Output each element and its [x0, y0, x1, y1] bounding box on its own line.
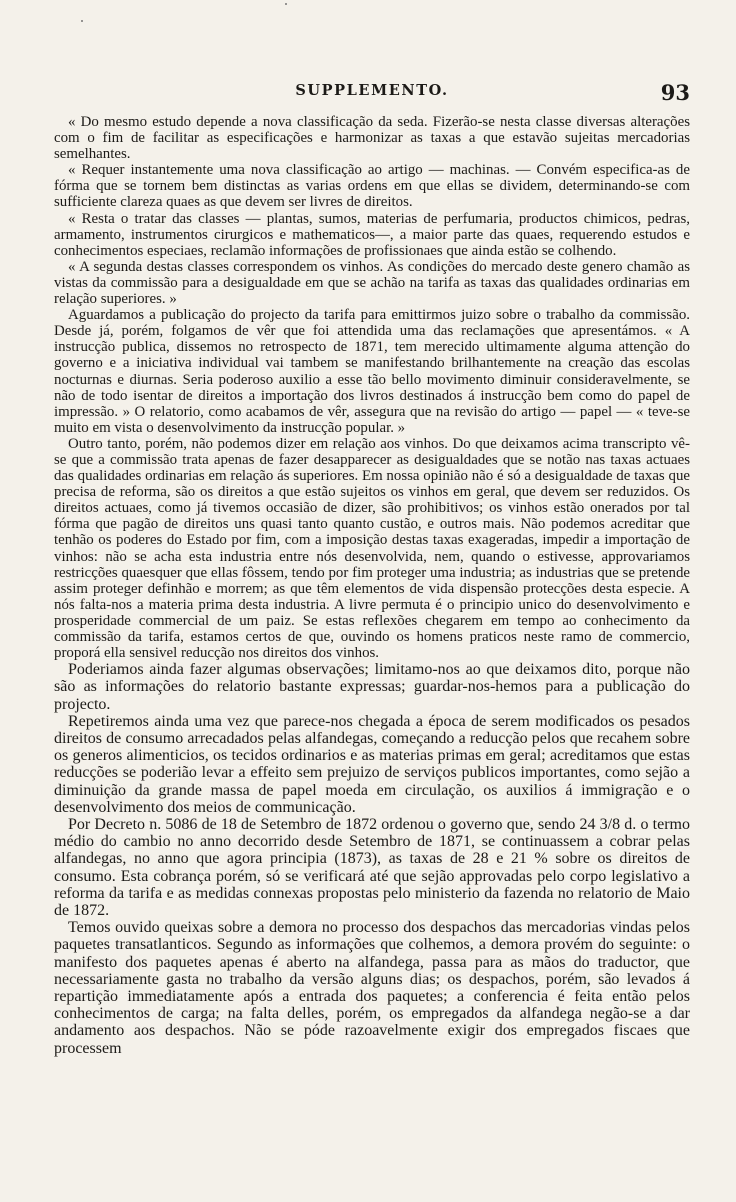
paragraph: Repetiremos ainda uma vez que parece-nos chegada a época de serem modificados os pesados direitos de consumo arrecadados pelas alfandegas, começando a reducção pelos que recahem sobre os generos alimenticios, os tecidos ordinarios e as materias primas em geral; acreditamos que estas reducções se poderião levar a effeito sem prejuizo de serviços publicos importantes, como sejão a diminuição da grande massa de papel moeda em circulação, os auxilios á immigração e o desenvolvimento dos meios de communicação.: [54, 712, 690, 816]
ink-speck: [285, 3, 287, 5]
paragraph: « Resta o tratar das classes — plantas, sumos, materias de perfumaria, productos chimicos, pedras, armamento, instrumentos cirurgicos e mathematicos—, a maior parte das quaes, requerendo estudos e conhecimentos especiaes, reclamão informações de profissionaes que ainda estão se colhendo.: [54, 210, 690, 259]
paragraph: Poderiamos ainda fazer algumas observações; limitamo-nos ao que deixamos dito, porque não são as informações do relatorio bastante expressas; guardar-nos-hemos para a publicação do projecto.: [54, 661, 690, 713]
paragraph: « Do mesmo estudo depende a nova classificação da seda. Fizerão-se nesta classe diversas alterações com o fim de facilitar as especificações e harmonizar as taxas a que estavão sujeitas mercadorias semelhantes.: [54, 114, 690, 163]
page-header: [54, 80, 690, 110]
running-title: SUPPLEMENTO.: [295, 82, 449, 99]
body-text: [54, 114, 690, 1057]
page-number: 93: [660, 80, 690, 105]
paragraph: « A segunda destas classes correspondem os vinhos. As condições do mercado deste genero chamão as vistas da commissão para a desigualdade em que se achão na tarifa as taxas das qualidades ordinarias em relação superiores. »: [54, 258, 690, 308]
paragraph: Temos ouvido queixas sobre a demora no processo dos despachos das mercadorias vindas pelos paquetes transatlanticos. Segundo as informações que colhemos, a demora provém do seguinte: o manifesto dos paquetes apenas é aberto na alfandega, passa para as mãos do traductor, que necessariamente gasta no trabalho da versão alguns dias; os despachos, porém, são levados á repartição immediatamente após a entrada dos paquetes; a conferencia é feita então pelos conhecimentos de carga; na falta delles, porém, os empregados da alfandega negão-se a dar andamento aos despachos. Não se póde razoavelmente exigir dos empregados fiscaes que processem: [54, 919, 690, 1057]
paragraph: « Requer instantemente uma nova classificação ao artigo — machinas. — Convém especifica-as de fórma que se tornem bem distinctas as varias ordens em que ellas se dividem, determinando-se com sufficiente clareza quaes as que devem ser livres de direitos.: [54, 162, 690, 211]
paragraph: Aguardamos a publicação do projecto da tarifa para emittirmos juizo sobre o trabalho da commissão. Desde já, porém, folgamos de vêr que foi attendida uma das reclamações que apresentámos. « A instrucção publica, dissemos no retrospecto de 1871, tem merecido ultimamente alguma attenção do governo e a iniciativa individual vai tambem se manifestando brilhantemente na creação das escolas nocturnas e diurnas. Seria poderoso auxilio a esse tão bello movimento diminuir consideravelmente, se não de todo isentar de direitos a importação dos livros destinados á instrucção bem como do papel de impressão. » O relatorio, como acabamos de vêr, assegura que na revisão do artigo — papel — « teve-se muito em vista o desenvolvimento da instrucção popular. »: [54, 307, 690, 436]
paragraph: Outro tanto, porém, não podemos dizer em relação aos vinhos. Do que deixamos acima transcripto vê-se que a commissão trata apenas de fazer desapparecer as desigualdades que se notão nas taxas actuaes das qualidades ordinarias em relação ás superiores. Em nossa opinião não é só a desigualdade de taxas que precisa de reforma, são os direitos a que estão sujeitos os vinhos em geral, que devem ser reduzidos. Os direitos actuaes, como já tivemos occasião de dizer, são prohibitivos; os vinhos estão onerados por tal fórma que pagão de direitos uns quasi tanto quanto custão, e outros mais. Não podemos acreditar que tenhão os poderes do Estado por fim, com a imposição destas taxas exageradas, impedir a importação de vinhos: não se acha esta industria entre nós desenvolvida, nem, quando o estivesse, approvariamos restricções quaesquer que ellas fôssem, tendo por fim proteger uma industria; as industrias que se pretende assim proteger definhão e morrem; as que têm elementos de vida dispensão protecções desta especie. A nós falta-nos a materia prima desta industria. A livre permuta é o principio unico do desenvolvimento e prosperidade commercial de um paiz. Se estas reflexões chegarem em tempo ao conhecimento da commissão da tarifa, estamos certos de que, ouvindo os homens praticos neste ramo de commercio, proporá ella sensivel reducção nos direitos dos vinhos.: [54, 435, 690, 662]
paragraph: Por Decreto n. 5086 de 18 de Setembro de 1872 ordenou o governo que, sendo 24 3/8 d. o termo médio do cambio no anno decorrido desde Setembro de 1871, se continuassem a cobrar pelas alfandegas, no anno que agora principia (1873), as taxas de 28 e 21 % sobre os direitos de consumo. Esta cobrança porém, só se verificará até que sejão approvadas pelo corpo legislativo a reforma da tarifa e as medidas connexas propostas pelo ministerio da fazenda no relatorio de Maio de 1872.: [54, 816, 690, 920]
ink-speck: [81, 20, 83, 22]
